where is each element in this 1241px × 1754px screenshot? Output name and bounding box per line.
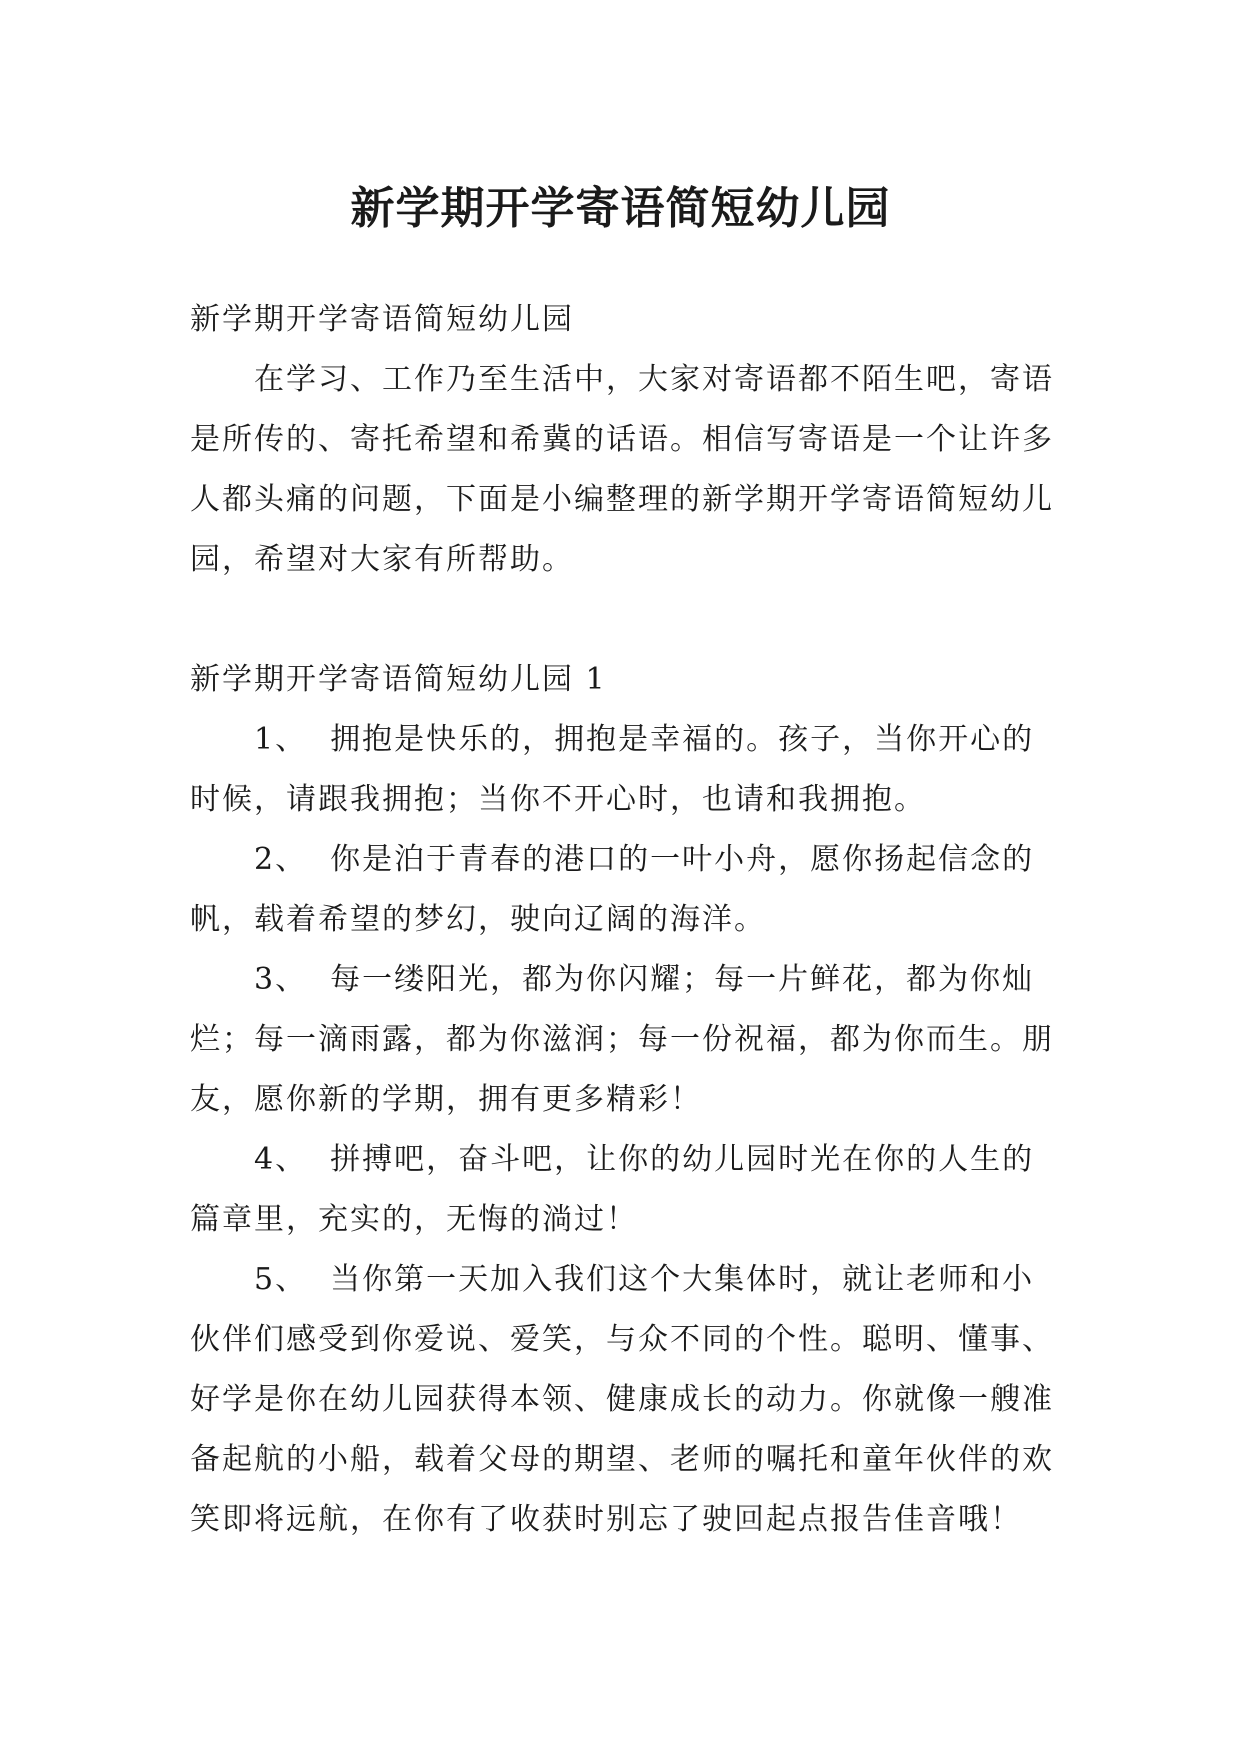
list-item	[190, 950, 1060, 1130]
paragraph-spacer	[190, 590, 1060, 650]
item-text: 当你第一天加入我们这个大集体时，就让老师和小伙伴们感受到你爱说、爱笑，与众不同的个性。聪明、懂事、好学是你在幼儿园获得本领、健康成长的动力。你就像一艘准备起航的小船，载着父母的期望、老师的嘱托和童年伙伴的欢笑即将远航，在你有了收获时别忘了驶回起点报告佳音哦！	[190, 1262, 1054, 1537]
intro-paragraph: 在学习、工作乃至生活中，大家对寄语都不陌生吧，寄语是所传的、寄托希望和希冀的话语。相信写寄语是一个让许多人都头痛的问题，下面是小编整理的新学期开学寄语简短幼儿园，希望对大家有所帮助。	[190, 362, 1054, 577]
list-item	[190, 830, 1060, 950]
item-text: 拥抱是快乐的，拥抱是幸福的。孩子，当你开心的时候，请跟我拥抱；当你不开心时，也请和我拥抱。	[190, 722, 1035, 817]
list-item	[190, 1130, 1060, 1250]
item-number: 3、	[254, 962, 308, 997]
item-text: 每一缕阳光，都为你闪耀；每一片鲜花，都为你灿烂；每一滴雨露，都为你滋润；每一份祝福，都为你而生。朋友，愿你新的学期，拥有更多精彩！	[190, 962, 1054, 1117]
item-number: 5、	[254, 1262, 308, 1297]
document-title: 新学期开学寄语简短幼儿园	[350, 183, 891, 235]
item-text: 你是泊于青春的港口的一叶小舟，愿你扬起信念的帆，载着希望的梦幻，驶向辽阔的海洋。	[190, 842, 1035, 937]
list-item	[190, 710, 1060, 830]
item-number: 4、	[254, 1142, 308, 1177]
document-body	[190, 290, 1060, 1550]
item-number: 2、	[254, 842, 308, 877]
section-heading: 新学期开学寄语简短幼儿园 1	[190, 662, 607, 697]
document-subtitle: 新学期开学寄语简短幼儿园	[190, 302, 574, 337]
list-item	[190, 1250, 1060, 1550]
item-number: 1、	[254, 722, 308, 757]
item-text: 拼搏吧，奋斗吧，让你的幼儿园时光在你的人生的篇章里，充实的，无悔的淌过！	[190, 1142, 1035, 1237]
